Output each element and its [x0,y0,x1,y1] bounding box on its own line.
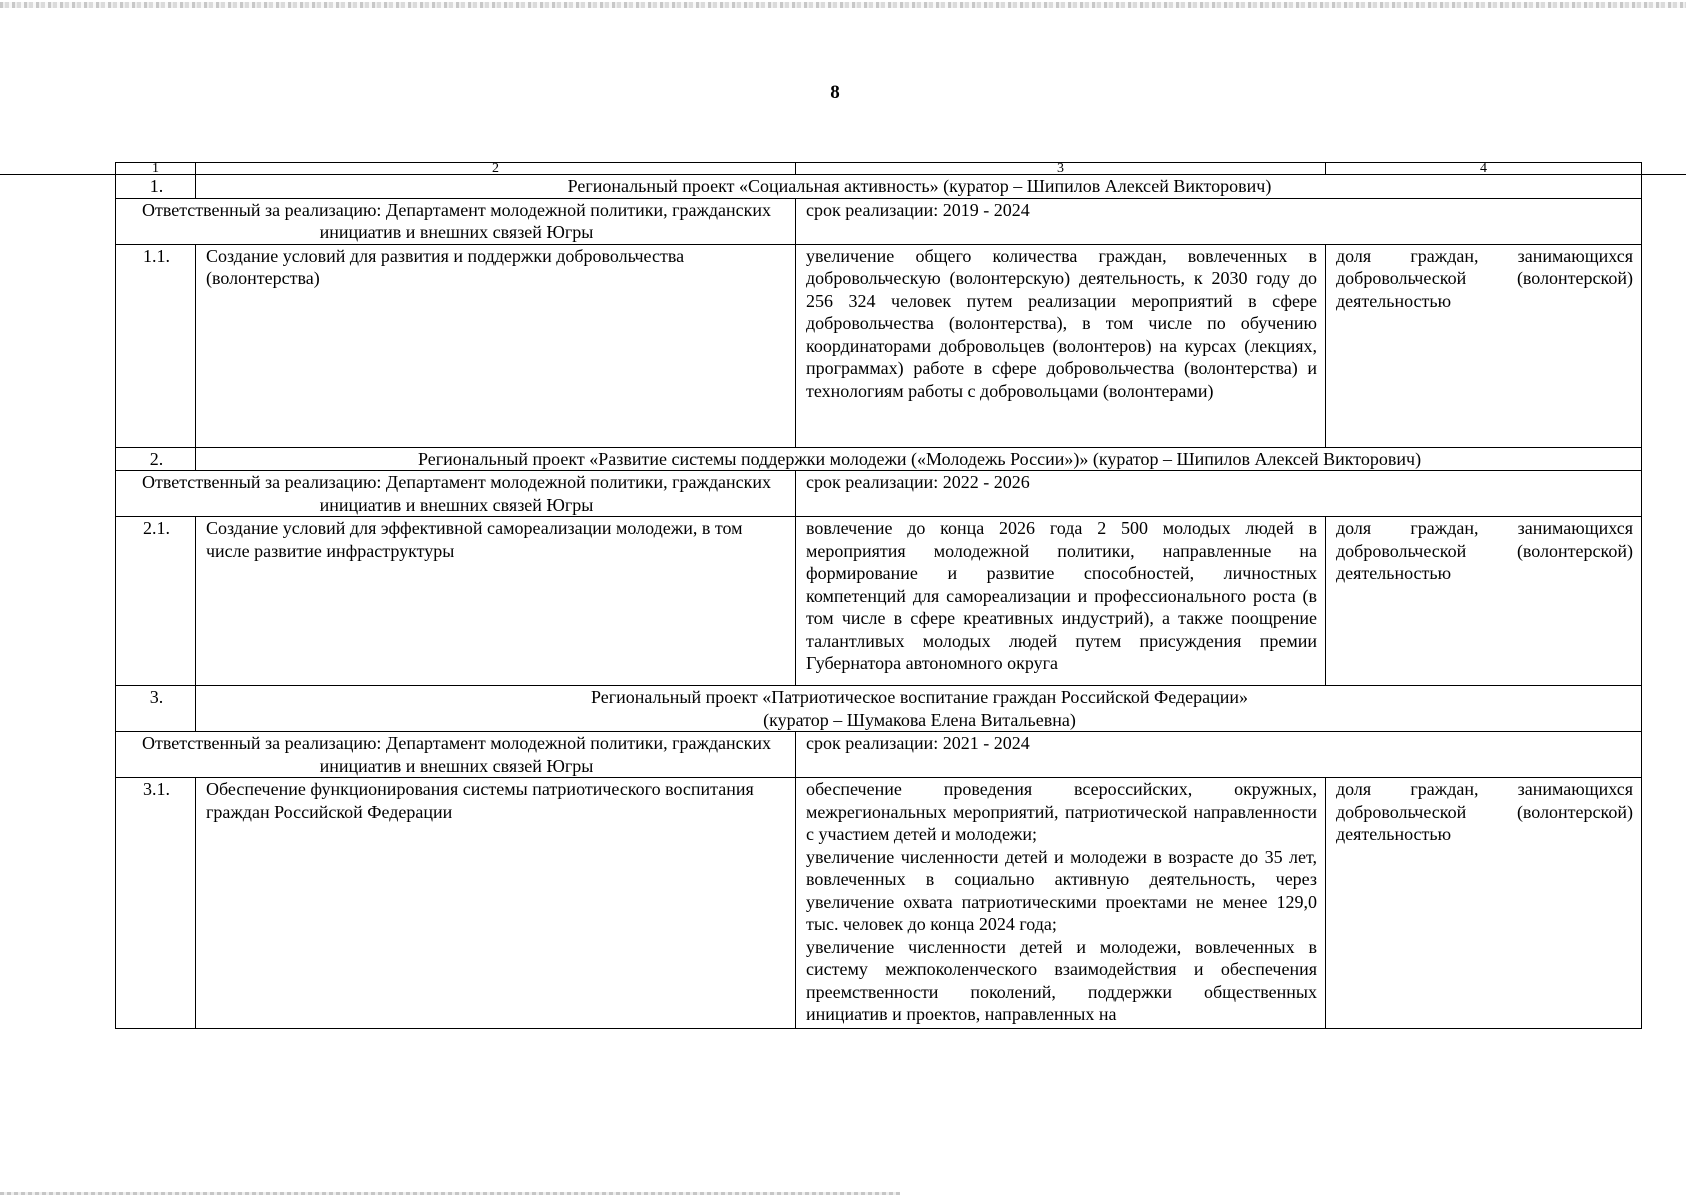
item-number: 3.1. [116,778,196,1029]
program-table [115,162,1642,1029]
section-title-row [116,175,1642,199]
section-number: 3. [116,686,196,732]
item-row [116,778,1642,1029]
item-result: вовлечение до конца 2026 года 2 500 молодых людей в мероприятия молодежной политики, направленные на формирование и развитие способностей, личностных компетенций для самореализации и профессионального роста (в том числе в сфере креативных индустрий), а также поощрение талантливых молодых людей путем присуждения премии Губернатора автономного округа [796,517,1326,686]
item-number: 1.1. [116,244,196,447]
responsible-row [116,732,1642,778]
responsible-text: Ответственный за реализацию: Департамент молодежной политики, гражданских инициатив и внешних связей Югры [116,732,796,778]
edge-line-left [0,174,115,175]
item-name: Создание условий для развития и поддержки добровольчества (волонтерства) [196,244,796,447]
column-number: 1 [116,163,196,175]
scan-edge-bottom [0,1192,900,1195]
section-title-line: (куратор – Шумакова Елена Витальевна) [763,709,1076,730]
item-result [796,778,1326,1029]
item-row [116,244,1642,447]
item-row [116,517,1642,686]
term-text: срок реализации: 2019 - 2024 [796,198,1642,244]
section-title-row [116,686,1642,732]
column-number-row [116,163,1642,175]
column-number: 2 [196,163,796,175]
responsible-text: Ответственный за реализацию: Департамент молодежной политики, гражданских инициатив и внешних связей Югры [116,471,796,517]
result-paragraph: увеличение численности детей и молодежи в возрасте до 35 лет, вовлеченных в социально активную деятельность, через увеличение охвата патриотическими проектами не менее 129,0 тыс. человек до конца 2024 года; [806,846,1317,934]
responsible-text: Ответственный за реализацию: Департамент молодежной политики, гражданских инициатив и внешних связей Югры [116,198,796,244]
section-title-row [116,447,1642,471]
item-result: увеличение общего количества граждан, вовлеченных в добровольческую (волонтерскую) деятельность, к 2030 году до 256 324 человек путем реализации мероприятий в сфере добровольчества (волонтерства), в том числе по обучению координаторами добровольцев (волонтеров) на курсах (лекциях, программах) работе в сфере добровольчества (волонтерства) и технологиям работы с добровольцами (волонтерами) [796,244,1326,447]
result-paragraph: увеличение численности детей и молодежи, вовлеченных в систему межпоколенческого взаимодействия и обеспечения преемственности поколений, поддержки общественных инициатив и проектов, направленных на [806,936,1317,1024]
section-title: Региональный проект «Социальная активность» (куратор – Шипилов Алексей Викторович) [196,175,1642,199]
section-title [196,686,1642,732]
term-text: срок реализации: 2022 - 2026 [796,471,1642,517]
responsible-row [116,198,1642,244]
term-text: срок реализации: 2021 - 2024 [796,732,1642,778]
item-name: Обеспечение функционирования системы патриотического воспитания граждан Российской Федерации [196,778,796,1029]
column-number: 4 [1326,163,1642,175]
item-indicator: доля граждан, занимающихся добровольческой (волонтерской) деятельностью [1326,244,1642,447]
item-number: 2.1. [116,517,196,686]
section-title: Региональный проект «Развитие системы поддержки молодежи («Молодежь России»)» (куратор – Шипилов Алексей Викторович) [196,447,1642,471]
edge-line-right [1641,174,1686,175]
item-name: Создание условий для эффективной самореализации молодежи, в том числе развитие инфраструктуры [196,517,796,686]
page-number: 8 [830,82,840,103]
scan-edge-top [0,2,1686,8]
item-indicator: доля граждан, занимающихся добровольческой (волонтерской) деятельностью [1326,778,1642,1029]
result-paragraph: обеспечение проведения всероссийских, окружных, межрегиональных мероприятий, патриотической направленности с участием детей и молодежи; [806,779,1317,844]
item-indicator: доля граждан, занимающихся добровольческой (волонтерской) деятельностью [1326,517,1642,686]
section-number: 2. [116,447,196,471]
column-number: 3 [796,163,1326,175]
section-title-line: Региональный проект «Патриотическое воспитание граждан Российской Федерации» [590,687,1249,707]
section-number: 1. [116,175,196,199]
responsible-row [116,471,1642,517]
